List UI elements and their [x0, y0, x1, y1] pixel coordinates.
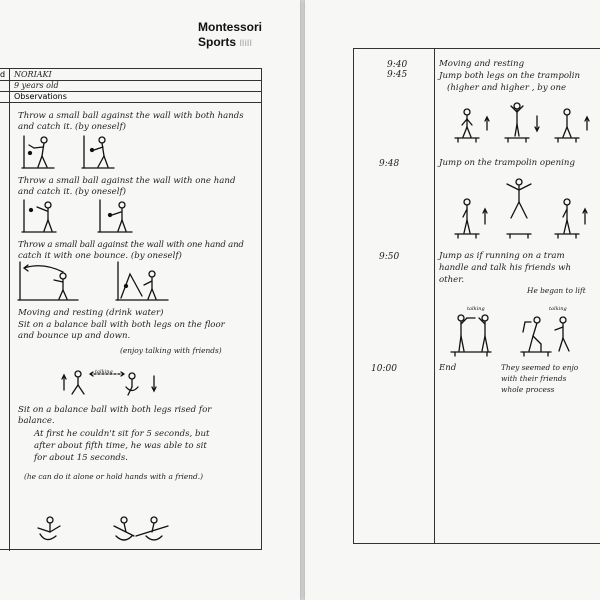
entry-4-line-1: Moving and resting (drink water): [18, 308, 164, 318]
entry-5-note: (he can do it alone or hold hands with a friend.): [24, 472, 203, 481]
name-row: d NORIAKI: [0, 69, 261, 81]
row-5-line-1: End: [439, 363, 457, 373]
time-9-40: 9:40: [387, 60, 408, 70]
entry-2-line-1: Throw a small ball against the wall with one hand: [18, 176, 236, 186]
entry-2-line-2: and catch it. (by oneself): [18, 187, 127, 197]
time-9-48: 9:48: [379, 159, 400, 169]
sketch-throw-one-hand: [22, 198, 132, 238]
row-4-line-3: other.: [439, 275, 465, 285]
entry-5-line-2: balance.: [18, 416, 55, 426]
entry-5-line-3: At first he couldn't sit for 5 seconds, but: [34, 429, 210, 439]
sketch-trampoline-opening: [455, 176, 600, 240]
row-4-note: He began to lift: [527, 286, 586, 295]
age-row: 9 years old: [0, 80, 261, 92]
right-page: [305, 0, 600, 600]
sketch-throw-both-hands: [22, 134, 132, 174]
entry-3-line-2: catch it with one bounce. (by oneself): [18, 251, 182, 261]
row-2-line-1: Jump both legs on the trampolin: [439, 71, 581, 81]
row-5-comment-1: They seemed to enjo: [501, 363, 579, 372]
time-10-00: 10:00: [371, 364, 397, 374]
sketch-balance-ball-legs-raised: [28, 512, 188, 546]
sketch-throw-one-bounce: [18, 260, 168, 306]
row-2-line-2: (higher and higher , by one: [447, 83, 567, 93]
entry-4-line-3: and bounce up and down.: [18, 331, 131, 341]
row-5-comment-2: with their friends: [501, 374, 567, 383]
entry-3-line-1: Throw a small ball against the wall with one hand and: [18, 240, 244, 250]
row-5-comment-3: whole process: [501, 385, 555, 394]
montessori-sports-logo: Montessori Sports llill: [198, 20, 263, 49]
row-3-line-1: Jump on the trampolin opening: [439, 158, 575, 168]
time-9-45: 9:45: [387, 70, 408, 80]
entry-4-line-2: Sit on a balance ball with both legs on the floor: [18, 320, 225, 330]
row-1-line-1: Moving and resting: [439, 59, 525, 69]
entry-1-line-1: Throw a small ball against the wall with both hands: [18, 111, 244, 121]
entry-5-line-4: after about fifth time, he was able to sit: [34, 441, 207, 451]
entry-5-line-1: Sit on a balance ball with both legs rised for: [18, 405, 212, 415]
sketch-trampoline-running: [451, 306, 600, 358]
time-9-50: 9:50: [379, 252, 400, 262]
sketch-trampoline-jump: [455, 102, 600, 142]
entry-1-line-2: and catch it. (by oneself): [18, 122, 127, 132]
entry-4-note: (enjoy talking with friends): [120, 346, 222, 355]
talking-label-right-2: talking: [549, 306, 567, 312]
row-4-line-1: Jump as if running on a tram: [439, 251, 565, 261]
observations-header: Observations: [0, 91, 261, 103]
talking-label: talking: [95, 369, 113, 375]
talking-label-right-1: talking: [467, 306, 485, 312]
entry-5-line-5: for about 15 seconds.: [34, 453, 129, 463]
sketch-balance-ball-bounce: [62, 368, 172, 398]
row-4-line-2: handle and talk his friends wh: [439, 263, 572, 273]
